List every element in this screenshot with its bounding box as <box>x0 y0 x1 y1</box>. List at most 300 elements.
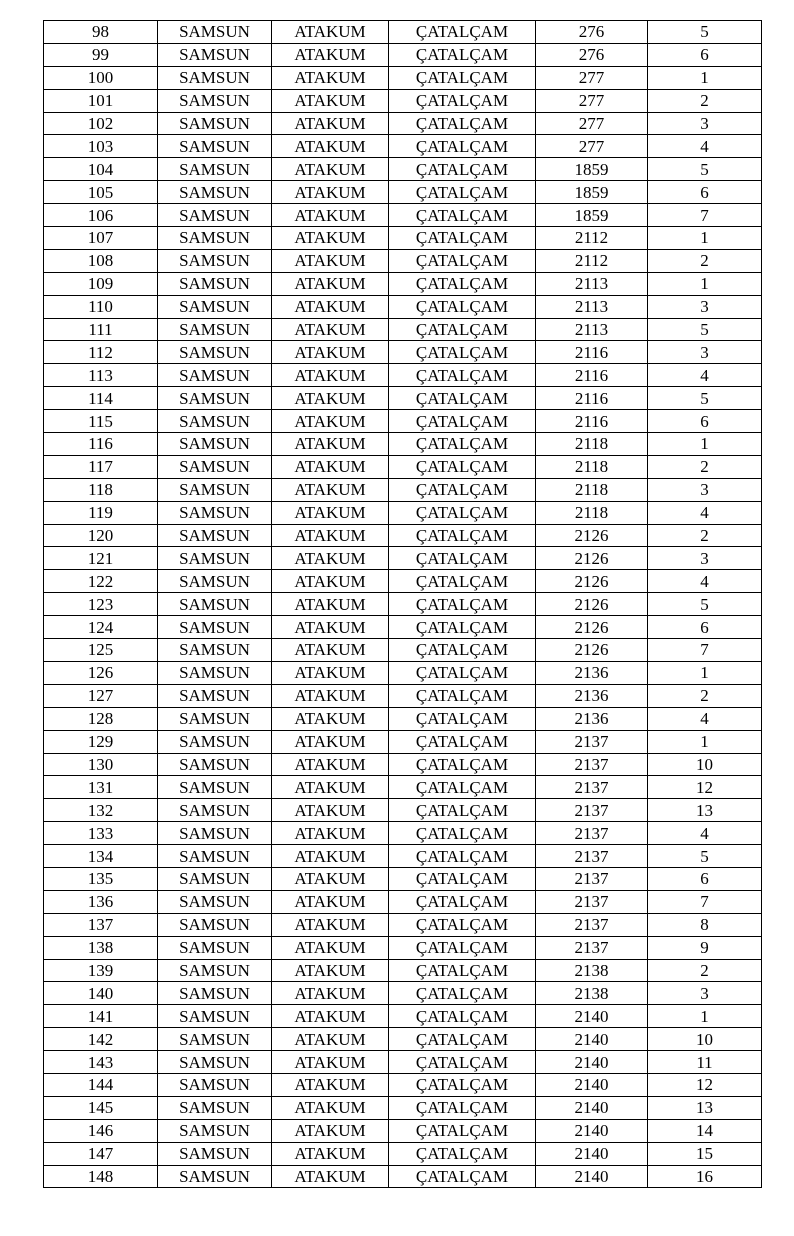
parcel-cell: 3 <box>648 112 762 135</box>
parcel-cell: 16 <box>648 1165 762 1188</box>
district-cell: ATAKUM <box>272 43 389 66</box>
block-cell: 2137 <box>536 776 648 799</box>
table-row <box>44 524 762 547</box>
neighborhood-cell: ÇATALÇAM <box>389 1073 536 1096</box>
parcel-cell: 14 <box>648 1119 762 1142</box>
table-row <box>44 959 762 982</box>
parcel-cell: 5 <box>648 21 762 44</box>
parcel-cell: 5 <box>648 593 762 616</box>
block-cell: 2140 <box>536 1051 648 1074</box>
row-number-cell: 138 <box>44 936 158 959</box>
block-cell: 2140 <box>536 1165 648 1188</box>
province-cell: SAMSUN <box>158 936 272 959</box>
row-number-cell: 145 <box>44 1096 158 1119</box>
parcel-cell: 13 <box>648 799 762 822</box>
province-cell: SAMSUN <box>158 295 272 318</box>
district-cell: ATAKUM <box>272 1073 389 1096</box>
province-cell: SAMSUN <box>158 410 272 433</box>
table-row <box>44 913 762 936</box>
district-cell: ATAKUM <box>272 776 389 799</box>
table-row <box>44 227 762 250</box>
block-cell: 2113 <box>536 295 648 318</box>
district-cell: ATAKUM <box>272 593 389 616</box>
neighborhood-cell: ÇATALÇAM <box>389 593 536 616</box>
province-cell: SAMSUN <box>158 249 272 272</box>
neighborhood-cell: ÇATALÇAM <box>389 66 536 89</box>
table-row <box>44 112 762 135</box>
parcel-cell: 12 <box>648 1073 762 1096</box>
parcel-cell: 5 <box>648 845 762 868</box>
row-number-cell: 106 <box>44 204 158 227</box>
table-row <box>44 593 762 616</box>
row-number-cell: 111 <box>44 318 158 341</box>
block-cell: 2118 <box>536 433 648 456</box>
neighborhood-cell: ÇATALÇAM <box>389 249 536 272</box>
neighborhood-cell: ÇATALÇAM <box>389 364 536 387</box>
parcel-cell: 6 <box>648 867 762 890</box>
parcel-cell: 2 <box>648 684 762 707</box>
block-cell: 2137 <box>536 913 648 936</box>
district-cell: ATAKUM <box>272 433 389 456</box>
province-cell: SAMSUN <box>158 799 272 822</box>
block-cell: 2126 <box>536 639 648 662</box>
block-cell: 2137 <box>536 845 648 868</box>
row-number-cell: 128 <box>44 707 158 730</box>
block-cell: 2140 <box>536 1119 648 1142</box>
district-cell: ATAKUM <box>272 753 389 776</box>
province-cell: SAMSUN <box>158 867 272 890</box>
province-cell: SAMSUN <box>158 433 272 456</box>
neighborhood-cell: ÇATALÇAM <box>389 501 536 524</box>
neighborhood-cell: ÇATALÇAM <box>389 890 536 913</box>
province-cell: SAMSUN <box>158 43 272 66</box>
neighborhood-cell: ÇATALÇAM <box>389 295 536 318</box>
table-row <box>44 684 762 707</box>
row-number-cell: 105 <box>44 181 158 204</box>
block-cell: 2126 <box>536 524 648 547</box>
table-row <box>44 501 762 524</box>
table-row <box>44 1165 762 1188</box>
neighborhood-cell: ÇATALÇAM <box>389 707 536 730</box>
table-row <box>44 661 762 684</box>
province-cell: SAMSUN <box>158 135 272 158</box>
row-number-cell: 140 <box>44 982 158 1005</box>
block-cell: 2113 <box>536 318 648 341</box>
neighborhood-cell: ÇATALÇAM <box>389 1119 536 1142</box>
row-number-cell: 116 <box>44 433 158 456</box>
neighborhood-cell: ÇATALÇAM <box>389 433 536 456</box>
row-number-cell: 142 <box>44 1028 158 1051</box>
table-row <box>44 272 762 295</box>
district-cell: ATAKUM <box>272 181 389 204</box>
district-cell: ATAKUM <box>272 455 389 478</box>
block-cell: 2140 <box>536 1028 648 1051</box>
parcel-cell: 2 <box>648 89 762 112</box>
district-cell: ATAKUM <box>272 730 389 753</box>
province-cell: SAMSUN <box>158 1165 272 1188</box>
province-cell: SAMSUN <box>158 478 272 501</box>
parcel-cell: 10 <box>648 753 762 776</box>
parcel-cell: 6 <box>648 616 762 639</box>
parcel-cell: 10 <box>648 1028 762 1051</box>
block-cell: 1859 <box>536 158 648 181</box>
parcel-cell: 12 <box>648 776 762 799</box>
row-number-cell: 131 <box>44 776 158 799</box>
row-number-cell: 99 <box>44 43 158 66</box>
province-cell: SAMSUN <box>158 570 272 593</box>
parcel-cell: 1 <box>648 1005 762 1028</box>
province-cell: SAMSUN <box>158 661 272 684</box>
neighborhood-cell: ÇATALÇAM <box>389 547 536 570</box>
district-cell: ATAKUM <box>272 936 389 959</box>
block-cell: 2126 <box>536 570 648 593</box>
table-row <box>44 433 762 456</box>
block-cell: 2113 <box>536 272 648 295</box>
table-row <box>44 158 762 181</box>
table-row <box>44 135 762 158</box>
province-cell: SAMSUN <box>158 364 272 387</box>
neighborhood-cell: ÇATALÇAM <box>389 936 536 959</box>
row-number-cell: 110 <box>44 295 158 318</box>
parcel-cell: 2 <box>648 455 762 478</box>
table-row <box>44 364 762 387</box>
parcel-cell: 8 <box>648 913 762 936</box>
parcel-cell: 1 <box>648 227 762 250</box>
row-number-cell: 114 <box>44 387 158 410</box>
neighborhood-cell: ÇATALÇAM <box>389 616 536 639</box>
district-cell: ATAKUM <box>272 1119 389 1142</box>
neighborhood-cell: ÇATALÇAM <box>389 753 536 776</box>
neighborhood-cell: ÇATALÇAM <box>389 1096 536 1119</box>
parcel-cell: 15 <box>648 1142 762 1165</box>
district-cell: ATAKUM <box>272 890 389 913</box>
table-row <box>44 1073 762 1096</box>
block-cell: 2137 <box>536 753 648 776</box>
province-cell: SAMSUN <box>158 341 272 364</box>
parcel-cell: 3 <box>648 341 762 364</box>
province-cell: SAMSUN <box>158 776 272 799</box>
parcel-cell: 1 <box>648 730 762 753</box>
district-cell: ATAKUM <box>272 387 389 410</box>
neighborhood-cell: ÇATALÇAM <box>389 387 536 410</box>
district-cell: ATAKUM <box>272 661 389 684</box>
block-cell: 2137 <box>536 822 648 845</box>
table-row <box>44 410 762 433</box>
province-cell: SAMSUN <box>158 501 272 524</box>
row-number-cell: 115 <box>44 410 158 433</box>
row-number-cell: 109 <box>44 272 158 295</box>
province-cell: SAMSUN <box>158 1028 272 1051</box>
province-cell: SAMSUN <box>158 204 272 227</box>
neighborhood-cell: ÇATALÇAM <box>389 318 536 341</box>
parcel-cell: 4 <box>648 135 762 158</box>
row-number-cell: 126 <box>44 661 158 684</box>
table-row <box>44 890 762 913</box>
row-number-cell: 135 <box>44 867 158 890</box>
neighborhood-cell: ÇATALÇAM <box>389 341 536 364</box>
row-number-cell: 117 <box>44 455 158 478</box>
row-number-cell: 122 <box>44 570 158 593</box>
row-number-cell: 107 <box>44 227 158 250</box>
table-row <box>44 478 762 501</box>
district-cell: ATAKUM <box>272 318 389 341</box>
row-number-cell: 113 <box>44 364 158 387</box>
district-cell: ATAKUM <box>272 364 389 387</box>
province-cell: SAMSUN <box>158 66 272 89</box>
row-number-cell: 129 <box>44 730 158 753</box>
parcel-cell: 3 <box>648 547 762 570</box>
parcel-table-body <box>44 21 762 1188</box>
district-cell: ATAKUM <box>272 639 389 662</box>
neighborhood-cell: ÇATALÇAM <box>389 181 536 204</box>
table-row <box>44 753 762 776</box>
parcel-cell: 4 <box>648 501 762 524</box>
neighborhood-cell: ÇATALÇAM <box>389 661 536 684</box>
row-number-cell: 120 <box>44 524 158 547</box>
district-cell: ATAKUM <box>272 913 389 936</box>
block-cell: 277 <box>536 66 648 89</box>
block-cell: 2126 <box>536 593 648 616</box>
neighborhood-cell: ÇATALÇAM <box>389 455 536 478</box>
district-cell: ATAKUM <box>272 1051 389 1074</box>
parcel-cell: 7 <box>648 639 762 662</box>
neighborhood-cell: ÇATALÇAM <box>389 1142 536 1165</box>
neighborhood-cell: ÇATALÇAM <box>389 272 536 295</box>
province-cell: SAMSUN <box>158 982 272 1005</box>
table-row <box>44 1051 762 1074</box>
row-number-cell: 147 <box>44 1142 158 1165</box>
province-cell: SAMSUN <box>158 227 272 250</box>
province-cell: SAMSUN <box>158 112 272 135</box>
parcel-cell: 6 <box>648 410 762 433</box>
neighborhood-cell: ÇATALÇAM <box>389 867 536 890</box>
neighborhood-cell: ÇATALÇAM <box>389 982 536 1005</box>
row-number-cell: 124 <box>44 616 158 639</box>
block-cell: 2140 <box>536 1142 648 1165</box>
district-cell: ATAKUM <box>272 959 389 982</box>
district-cell: ATAKUM <box>272 1096 389 1119</box>
row-number-cell: 134 <box>44 845 158 868</box>
row-number-cell: 132 <box>44 799 158 822</box>
row-number-cell: 125 <box>44 639 158 662</box>
province-cell: SAMSUN <box>158 616 272 639</box>
district-cell: ATAKUM <box>272 867 389 890</box>
district-cell: ATAKUM <box>272 21 389 44</box>
parcel-cell: 5 <box>648 318 762 341</box>
parcel-cell: 1 <box>648 433 762 456</box>
district-cell: ATAKUM <box>272 1165 389 1188</box>
district-cell: ATAKUM <box>272 89 389 112</box>
district-cell: ATAKUM <box>272 204 389 227</box>
row-number-cell: 112 <box>44 341 158 364</box>
block-cell: 2137 <box>536 799 648 822</box>
block-cell: 2116 <box>536 364 648 387</box>
neighborhood-cell: ÇATALÇAM <box>389 227 536 250</box>
district-cell: ATAKUM <box>272 684 389 707</box>
table-row <box>44 318 762 341</box>
row-number-cell: 100 <box>44 66 158 89</box>
row-number-cell: 144 <box>44 1073 158 1096</box>
neighborhood-cell: ÇATALÇAM <box>389 1028 536 1051</box>
province-cell: SAMSUN <box>158 753 272 776</box>
block-cell: 2136 <box>536 661 648 684</box>
province-cell: SAMSUN <box>158 89 272 112</box>
neighborhood-cell: ÇATALÇAM <box>389 730 536 753</box>
table-row <box>44 845 762 868</box>
table-row <box>44 730 762 753</box>
block-cell: 1859 <box>536 181 648 204</box>
district-cell: ATAKUM <box>272 1005 389 1028</box>
block-cell: 2137 <box>536 730 648 753</box>
table-row <box>44 387 762 410</box>
block-cell: 2112 <box>536 249 648 272</box>
neighborhood-cell: ÇATALÇAM <box>389 112 536 135</box>
neighborhood-cell: ÇATALÇAM <box>389 158 536 181</box>
neighborhood-cell: ÇATALÇAM <box>389 845 536 868</box>
province-cell: SAMSUN <box>158 181 272 204</box>
province-cell: SAMSUN <box>158 21 272 44</box>
row-number-cell: 136 <box>44 890 158 913</box>
row-number-cell: 127 <box>44 684 158 707</box>
neighborhood-cell: ÇATALÇAM <box>389 799 536 822</box>
province-cell: SAMSUN <box>158 1142 272 1165</box>
block-cell: 2118 <box>536 478 648 501</box>
row-number-cell: 119 <box>44 501 158 524</box>
province-cell: SAMSUN <box>158 707 272 730</box>
district-cell: ATAKUM <box>272 845 389 868</box>
district-cell: ATAKUM <box>272 524 389 547</box>
province-cell: SAMSUN <box>158 1119 272 1142</box>
parcel-cell: 1 <box>648 66 762 89</box>
province-cell: SAMSUN <box>158 890 272 913</box>
block-cell: 2140 <box>536 1005 648 1028</box>
neighborhood-cell: ÇATALÇAM <box>389 570 536 593</box>
district-cell: ATAKUM <box>272 1142 389 1165</box>
row-number-cell: 143 <box>44 1051 158 1074</box>
parcel-cell: 9 <box>648 936 762 959</box>
block-cell: 276 <box>536 43 648 66</box>
block-cell: 2140 <box>536 1096 648 1119</box>
table-row <box>44 776 762 799</box>
province-cell: SAMSUN <box>158 1051 272 1074</box>
parcel-cell: 4 <box>648 364 762 387</box>
parcel-cell: 2 <box>648 249 762 272</box>
neighborhood-cell: ÇATALÇAM <box>389 959 536 982</box>
neighborhood-cell: ÇATALÇAM <box>389 21 536 44</box>
table-row <box>44 204 762 227</box>
block-cell: 277 <box>536 112 648 135</box>
block-cell: 2140 <box>536 1073 648 1096</box>
district-cell: ATAKUM <box>272 135 389 158</box>
parcel-cell: 4 <box>648 707 762 730</box>
row-number-cell: 108 <box>44 249 158 272</box>
province-cell: SAMSUN <box>158 547 272 570</box>
district-cell: ATAKUM <box>272 1028 389 1051</box>
block-cell: 2136 <box>536 707 648 730</box>
neighborhood-cell: ÇATALÇAM <box>389 822 536 845</box>
block-cell: 2116 <box>536 410 648 433</box>
parcel-cell: 1 <box>648 661 762 684</box>
row-number-cell: 141 <box>44 1005 158 1028</box>
block-cell: 2138 <box>536 982 648 1005</box>
district-cell: ATAKUM <box>272 616 389 639</box>
parcel-cell: 11 <box>648 1051 762 1074</box>
table-row <box>44 799 762 822</box>
neighborhood-cell: ÇATALÇAM <box>389 410 536 433</box>
parcel-cell: 2 <box>648 524 762 547</box>
district-cell: ATAKUM <box>272 822 389 845</box>
province-cell: SAMSUN <box>158 272 272 295</box>
parcel-cell: 13 <box>648 1096 762 1119</box>
table-row <box>44 707 762 730</box>
table-row <box>44 66 762 89</box>
province-cell: SAMSUN <box>158 1005 272 1028</box>
block-cell: 276 <box>536 21 648 44</box>
table-row <box>44 570 762 593</box>
province-cell: SAMSUN <box>158 593 272 616</box>
table-row <box>44 181 762 204</box>
parcel-cell: 5 <box>648 158 762 181</box>
district-cell: ATAKUM <box>272 112 389 135</box>
block-cell: 2137 <box>536 890 648 913</box>
neighborhood-cell: ÇATALÇAM <box>389 204 536 227</box>
parcel-cell: 7 <box>648 204 762 227</box>
block-cell: 2136 <box>536 684 648 707</box>
block-cell: 2116 <box>536 387 648 410</box>
province-cell: SAMSUN <box>158 387 272 410</box>
parcel-cell: 6 <box>648 43 762 66</box>
parcel-cell: 1 <box>648 272 762 295</box>
district-cell: ATAKUM <box>272 410 389 433</box>
block-cell: 2126 <box>536 547 648 570</box>
province-cell: SAMSUN <box>158 318 272 341</box>
district-cell: ATAKUM <box>272 227 389 250</box>
province-cell: SAMSUN <box>158 1096 272 1119</box>
neighborhood-cell: ÇATALÇAM <box>389 135 536 158</box>
neighborhood-cell: ÇATALÇAM <box>389 1005 536 1028</box>
district-cell: ATAKUM <box>272 707 389 730</box>
table-row <box>44 547 762 570</box>
table-row <box>44 295 762 318</box>
neighborhood-cell: ÇATALÇAM <box>389 913 536 936</box>
table-row <box>44 867 762 890</box>
neighborhood-cell: ÇATALÇAM <box>389 524 536 547</box>
table-row <box>44 616 762 639</box>
neighborhood-cell: ÇATALÇAM <box>389 1051 536 1074</box>
province-cell: SAMSUN <box>158 959 272 982</box>
table-row <box>44 822 762 845</box>
row-number-cell: 102 <box>44 112 158 135</box>
block-cell: 2112 <box>536 227 648 250</box>
district-cell: ATAKUM <box>272 478 389 501</box>
table-row <box>44 21 762 44</box>
row-number-cell: 101 <box>44 89 158 112</box>
district-cell: ATAKUM <box>272 295 389 318</box>
table-row <box>44 982 762 1005</box>
row-number-cell: 103 <box>44 135 158 158</box>
province-cell: SAMSUN <box>158 524 272 547</box>
row-number-cell: 104 <box>44 158 158 181</box>
block-cell: 277 <box>536 135 648 158</box>
district-cell: ATAKUM <box>272 66 389 89</box>
province-cell: SAMSUN <box>158 845 272 868</box>
row-number-cell: 118 <box>44 478 158 501</box>
neighborhood-cell: ÇATALÇAM <box>389 684 536 707</box>
district-cell: ATAKUM <box>272 272 389 295</box>
parcel-cell: 3 <box>648 982 762 1005</box>
table-row <box>44 89 762 112</box>
row-number-cell: 148 <box>44 1165 158 1188</box>
